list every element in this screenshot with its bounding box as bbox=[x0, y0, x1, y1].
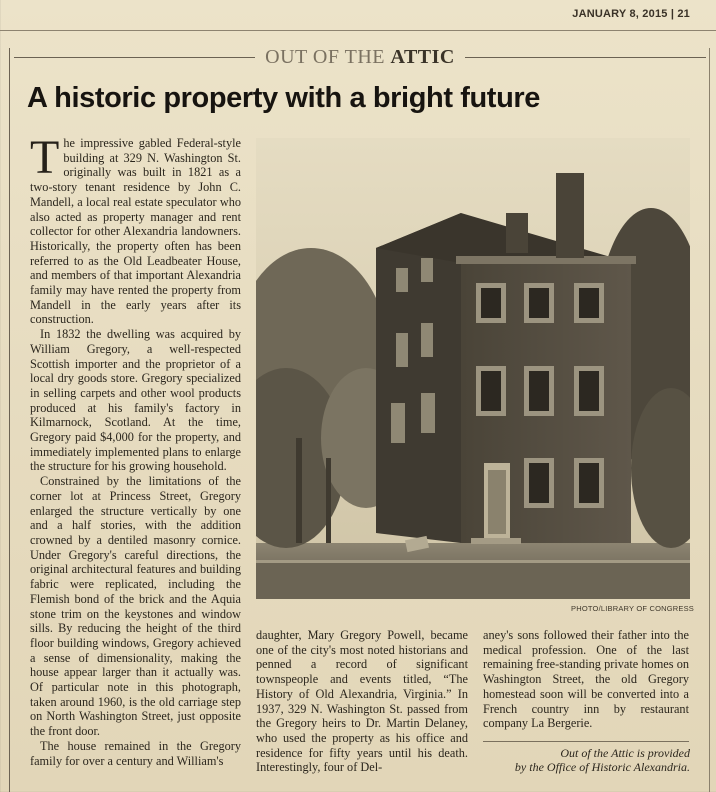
provided-line-2: by the Office of Historic Alexandria. bbox=[514, 760, 690, 774]
page-folio: JANUARY 8, 2015 | 21 bbox=[572, 8, 690, 20]
article-column-2 bbox=[256, 628, 468, 775]
paragraph: The impressive gabled Federal-style building at 329 N. Washington St. originally was built in 1821 as a two-story tenant residence by John C. Mandell, a local real estate speculator who also acted as property manager and rent collector for other Alexandria landowners. Historically, the property often has been referred to as the Old Leadbeater House, and members of that important Alexandria family may have rented the property from Mandell in the early years after its construction. bbox=[30, 131, 241, 327]
section-title bbox=[255, 46, 465, 69]
section-banner bbox=[14, 45, 706, 69]
right-column-rule bbox=[709, 48, 710, 792]
section-title-prefix: OUT OF THE bbox=[265, 45, 391, 68]
historic-house-photo bbox=[256, 138, 690, 599]
article-headline: A historic property with a bright future bbox=[27, 82, 540, 114]
banner-rule-left bbox=[14, 57, 255, 58]
top-rule bbox=[0, 30, 716, 31]
drop-cap: T bbox=[30, 131, 60, 184]
banner-rule-right bbox=[465, 57, 706, 58]
paragraph: aney's sons followed their father into the medical profession. One of the last remaining free-standing private homes on Washington Street, the old Gregory homestead soon will be converted into a French country inn by restaurant company La Bergerie. bbox=[483, 628, 689, 731]
article-column-3 bbox=[483, 628, 689, 731]
provided-line-1: Out of the Attic is provided bbox=[560, 746, 690, 760]
left-column-rule bbox=[9, 48, 10, 792]
footer-rule bbox=[483, 741, 689, 742]
paragraph: Constrained by the limitations of the corner lot at Princess Street, Gregory enlarged the structure vertically by one and a half stories, with the addition crowned by a dentiled masonry cornice. Under Gregory's careful directions, the original architectural features and building fabric were replicated, including the Flemish bond of the brick and the Aquia stone trim on the keystones and window sills. By reducing the height of the third floor building windows, Gregory achieved a sense of dimensionality, making the house appear larger than it actually was. Of particular note in this photograph, taken around 1960, is the old carriage step on North Washington Street, just opposite the front door. bbox=[30, 474, 241, 739]
paragraph: The house remained in the Gregory family for over a century and William's bbox=[30, 738, 241, 768]
photo-credit: PHOTO/LIBRARY OF CONGRESS bbox=[571, 604, 694, 613]
provided-by-note bbox=[460, 746, 690, 774]
article-column-1 bbox=[30, 131, 241, 768]
paragraph: daughter, Mary Gregory Powell, became one of the city's most noted historians and penned a record of significant townspeople and events titled, “The History of Old Alexandria, Virginia.” In 1937, 329 N. Washington St. passed from the Gregory heirs to Dr. Martin Delaney, who used the property as his office and residence for fifty years until his death. Interestingly, four of Del- bbox=[256, 628, 468, 775]
section-title-emphasis: ATTIC bbox=[390, 45, 455, 68]
paragraph: In 1832 the dwelling was acquired by William Gregory, a well-respected Scottish importer and the proprietor of a local dry goods store. Gregory specialized in selling carpets and other wool products produced at his family's factory in Kilmarnock, Scotland. At the time, Gregory paid $4,000 for the property, and immediately implemented plans to enlarge the structure for his growing household. bbox=[30, 327, 241, 474]
